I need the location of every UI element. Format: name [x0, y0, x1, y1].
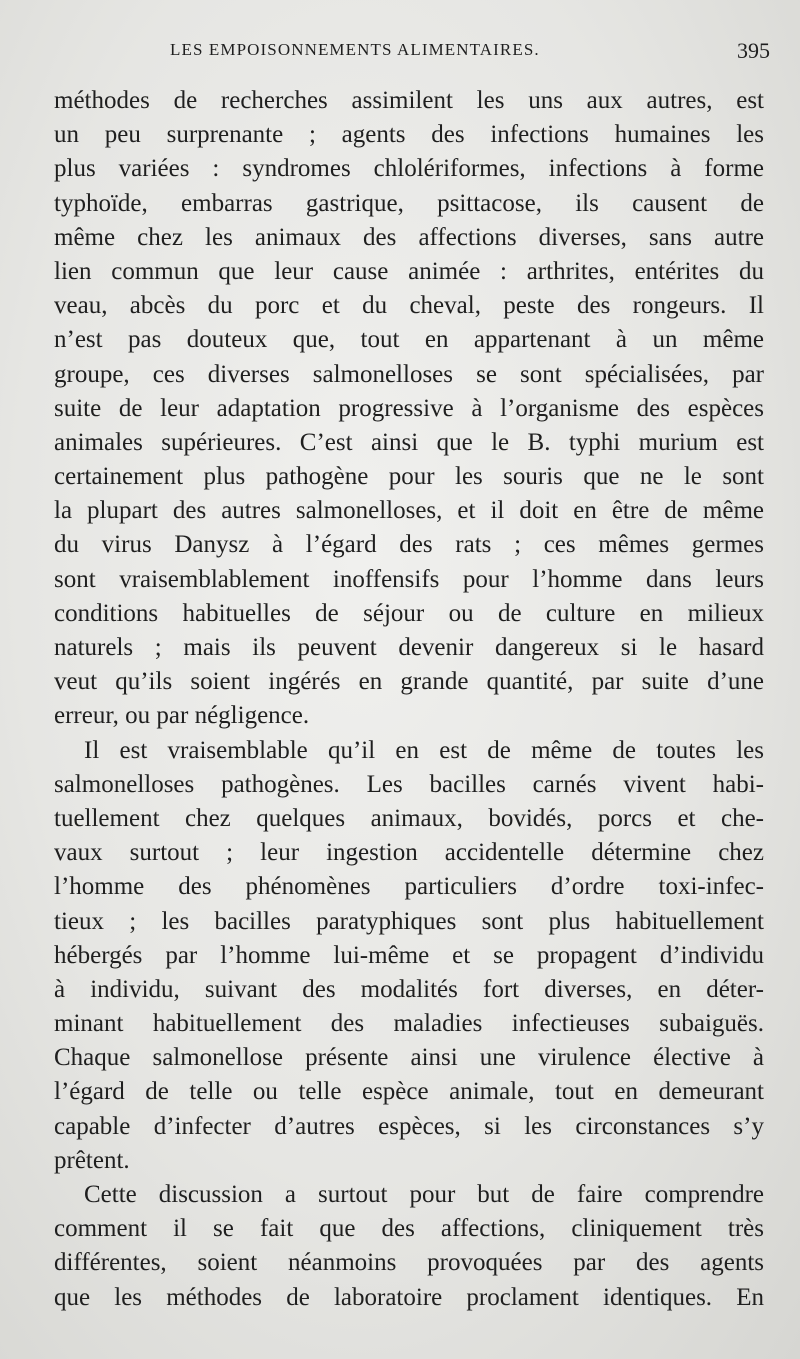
text-line: minant habituellement des maladies infectieuses subaiguës.	[54, 1010, 764, 1038]
text-line: comment il se fait que des affections, cliniquement très	[54, 1215, 764, 1243]
page-number: 395	[737, 38, 770, 63]
text-line: salmonelloses pathogènes. Les bacilles carnés vivent habi-	[54, 770, 764, 798]
text-line: groupe, ces diverses salmonelloses se sont spécialisées, par	[54, 360, 764, 388]
text-line: même chez les animaux des affections diverses, sans autre	[54, 223, 764, 251]
text-line: méthodes de recherches assimilent les uns aux autres, est	[54, 87, 764, 114]
text-line: certainement plus pathogène pour les souris que ne le sont	[54, 463, 764, 491]
text-line: typhoïde, embarras gastrique, psittacose, ils causent de	[54, 189, 764, 217]
text-line: animales supérieures. C’est ainsi que le B. typhi murium est	[54, 428, 764, 456]
text-line: lien commun que leur cause animée : arthrites, entérites du	[54, 257, 764, 285]
text-line: tuellement chez quelques animaux, bovidés, porcs et che-	[54, 804, 764, 832]
text-line: plus variées : syndromes chlolériformes, infections à forme	[54, 155, 764, 183]
text-line: veau, abcès du porc et du cheval, peste des rongeurs. Il	[54, 292, 764, 320]
text-line: l’homme des phénomènes particuliers d’ordre toxi-infec-	[54, 873, 764, 901]
text-line-paragraph-start: Il est vraisemblable qu’il en est de même de toutes les	[84, 736, 764, 764]
body-text	[54, 84, 764, 1315]
text-line-paragraph-end: erreur, ou par négligence.	[54, 702, 310, 730]
text-line: un peu surprenante ; agents des infections humaines les	[54, 121, 764, 149]
text-line: sont vraisemblablement inoffensifs pour l’homme dans leurs	[54, 565, 764, 593]
text-line: vaux surtout ; leur ingestion accidentelle détermine chez	[54, 839, 764, 867]
text-line: à individu, suivant des modalités fort diverses, en déter-	[54, 975, 764, 1003]
text-line: du virus Danysz à l’égard des rats ; ces mêmes germes	[54, 531, 764, 559]
text-line: naturels ; mais ils peuvent devenir dangereux si le hasard	[54, 634, 764, 661]
text-line: Chaque salmonellose présente ainsi une virulence élective à	[54, 1044, 764, 1072]
page-header	[170, 40, 770, 70]
text-line: veut qu’ils soient ingérés en grande quantité, par suite d’une	[54, 668, 764, 696]
text-line: que les méthodes de laboratoire proclament identiques. En	[54, 1283, 764, 1311]
text-line: hébergés par l’homme lui-même et se propagent d’individu	[54, 941, 764, 969]
text-line-paragraph-start: Cette discussion a surtout pour but de faire comprendre	[84, 1181, 764, 1208]
text-line: conditions habituelles de séjour ou de culture en milieux	[54, 599, 764, 627]
text-line: différentes, soient néanmoins provoquées par des agents	[54, 1249, 764, 1277]
text-line: l’égard de telle ou telle espèce animale, tout en demeurant	[54, 1078, 764, 1106]
text-line: suite de leur adaptation progressive à l’organisme des espèces	[54, 394, 764, 422]
text-line: n’est pas douteux que, tout en appartenant à un même	[54, 326, 764, 354]
text-line: tieux ; les bacilles paratyphiques sont plus habituellement	[54, 907, 764, 935]
text-line: capable d’infecter d’autres espèces, si les circonstances s’y	[54, 1112, 764, 1140]
running-title: LES EMPOISONNEMENTS ALIMENTAIRES.	[170, 40, 540, 59]
text-line: la plupart des autres salmonelloses, et il doit en être de même	[54, 497, 764, 525]
text-line-paragraph-end: prêtent.	[54, 1146, 130, 1174]
